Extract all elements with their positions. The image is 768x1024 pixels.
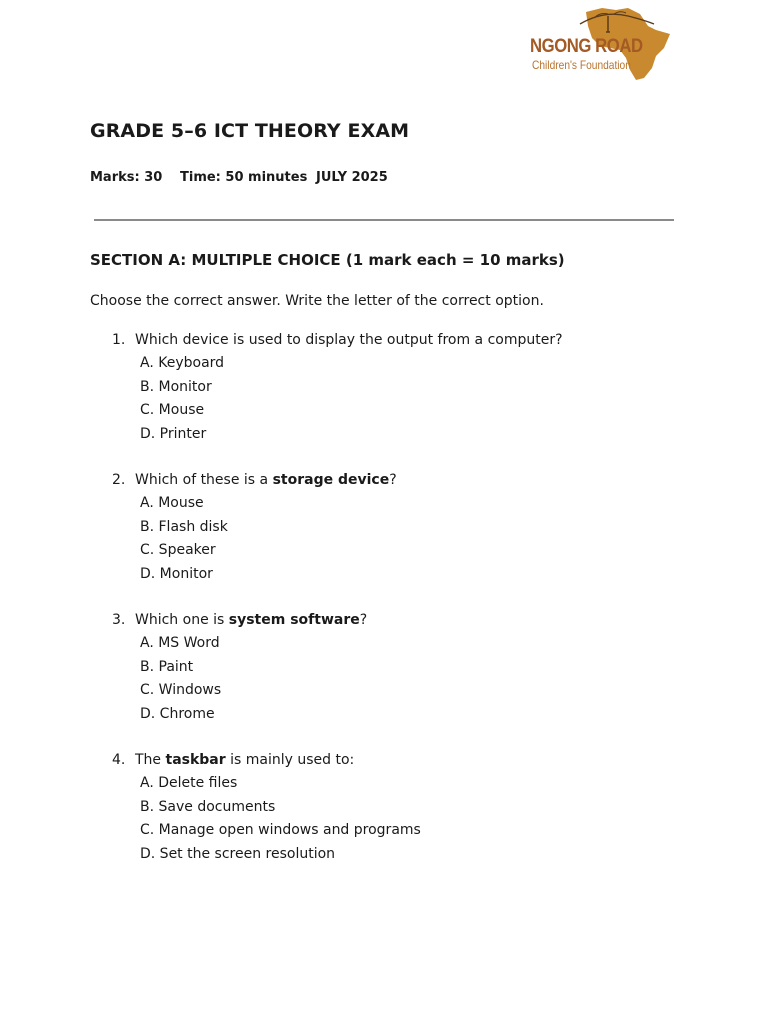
option-a: A. Mouse	[140, 495, 204, 511]
option-d: D. Chrome	[140, 706, 215, 722]
header-divider	[94, 219, 674, 221]
option-d: D. Set the screen resolution	[140, 846, 336, 862]
option-a: A. Delete files	[140, 775, 238, 791]
question-number: 4.	[112, 752, 126, 768]
section-a-title: SECTION A: MULTIPLE CHOICE (1 mark each = 10 marks)	[90, 251, 565, 269]
exam-title: GRADE 5–6 ICT THEORY EXAM	[90, 120, 410, 142]
marks-label: Marks: 30	[90, 170, 163, 185]
question-text-bold: system software	[228, 612, 360, 628]
option-c: C. Manage open windows and programs	[140, 822, 421, 838]
option-b: B. Save documents	[140, 799, 276, 815]
exam-meta	[90, 170, 388, 185]
option-a: A. Keyboard	[140, 355, 225, 371]
question-number: 3.	[112, 612, 126, 628]
option-c: C. Windows	[140, 682, 222, 698]
option-c: C. Speaker	[140, 542, 216, 558]
question-text-part: Which of these is a	[135, 472, 273, 488]
option-c: C. Mouse	[140, 402, 205, 418]
question-text-bold: storage device	[272, 472, 390, 488]
question-text-bold: taskbar	[165, 752, 226, 768]
question-text-part: is mainly used to:	[225, 752, 355, 768]
foundation-logo	[524, 4, 674, 84]
option-b: B. Flash disk	[140, 519, 228, 535]
logo-name: NGONG ROAD	[530, 36, 643, 57]
question-text	[135, 332, 563, 348]
question-text-part: Which one is	[135, 612, 229, 628]
question-text	[135, 612, 367, 628]
question-text-part: ?	[359, 612, 368, 628]
question-text	[135, 752, 354, 768]
option-d: D. Monitor	[140, 566, 213, 582]
time-label: Time: 50 minutes	[180, 170, 308, 185]
logo-subtitle: Children's Foundation	[532, 58, 631, 72]
option-a: A. MS Word	[140, 635, 220, 651]
section-a-instruction: Choose the correct answer. Write the letter of the correct option.	[90, 293, 544, 309]
date-label: JULY 2025	[316, 170, 388, 185]
question-number: 1.	[112, 332, 126, 348]
option-b: B. Monitor	[140, 379, 212, 395]
question-text-part: ?	[389, 472, 397, 488]
question-text	[135, 472, 397, 488]
option-d: D. Printer	[140, 426, 207, 442]
question-text-part: Which device is used to display the output from a computer?	[135, 332, 563, 348]
option-b: B. Paint	[140, 659, 194, 675]
question-number: 2.	[112, 472, 126, 488]
question-text-part: The	[135, 752, 166, 768]
